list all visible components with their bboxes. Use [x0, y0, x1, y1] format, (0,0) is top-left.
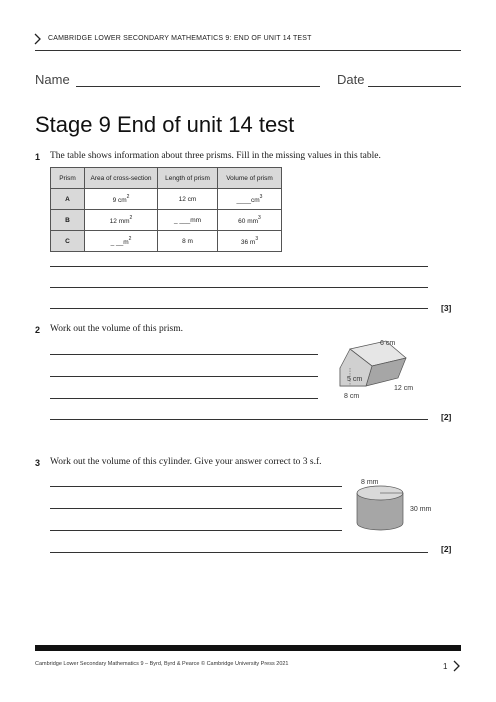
q1-answer-line[interactable] — [50, 287, 428, 288]
area-cell: 9 $cm^2$ — [85, 189, 158, 210]
q1-answer-line[interactable] — [50, 308, 428, 309]
q3-number: 3 — [35, 458, 41, 468]
page-title: Stage 9 End of unit 14 test — [35, 112, 295, 137]
q1-text: The table shows information about three prisms. Fill in the missing values in this table. — [50, 151, 381, 161]
q1-answer-line[interactable] — [50, 266, 428, 267]
table-row — [51, 189, 282, 210]
date-label: Date — [337, 72, 365, 87]
q2-answer-line[interactable] — [50, 419, 428, 420]
prism-length-label: 12 cm — [394, 385, 414, 392]
q2-answer-line[interactable] — [50, 398, 318, 399]
table-header-cell: Prism — [51, 168, 85, 189]
table-row — [51, 231, 282, 252]
header-divider — [35, 50, 461, 51]
prism-name-cell: A — [51, 189, 85, 210]
table-header-row — [51, 168, 282, 189]
prism-name-cell: C — [51, 231, 85, 252]
area-cell[interactable]: _ $\_\_m^2$ — [85, 231, 158, 252]
cylinder-radius-label: 8 mm — [361, 479, 379, 486]
prism-bottom-label: 8 cm — [344, 393, 360, 400]
volume-cell: 60 $mm^3$ — [218, 210, 282, 231]
q2-text: Work out the volume of this prism. — [50, 324, 184, 334]
area-cell: 12 $mm^2$ — [85, 210, 158, 231]
trapezoidal-prism-figure — [330, 336, 420, 402]
q2-answer-line[interactable] — [50, 354, 318, 355]
cylinder-figure — [352, 475, 442, 535]
prism-top-label: 6 cm — [380, 340, 396, 347]
prism-table — [50, 167, 282, 252]
table-header-cell: Area of cross-section — [85, 168, 158, 189]
header-title: CAMBRIDGE LOWER SECONDARY MATHEMATICS 9: END OF UNIT 14 TEST — [48, 35, 312, 42]
footer-text: Cambridge Lower Secondary Mathematics 9 – Byrd, Byrd & Pearce © Cambridge University Press 2021 — [35, 661, 289, 667]
footer-bar — [35, 645, 461, 651]
q2-answer-line[interactable] — [50, 376, 318, 377]
name-line — [76, 86, 320, 87]
date-line — [368, 86, 461, 87]
header-chevron-icon — [34, 33, 42, 45]
volume-cell: 36 $m^3$ — [218, 231, 282, 252]
next-page-chevron-icon — [453, 660, 461, 672]
table-header-cell: Length of prism — [158, 168, 218, 189]
q1-number: 1 — [35, 152, 41, 162]
length-cell: 12 cm — [158, 189, 218, 210]
q3-text: Work out the volume of this cylinder. Give your answer correct to 3 s.f. — [50, 457, 322, 467]
volume-cell[interactable]: $\_\_\_\_cm^3$ — [218, 189, 282, 210]
q1-marks: [3] — [441, 303, 452, 313]
q2-marks: [2] — [441, 412, 452, 422]
prism-name-cell: B — [51, 210, 85, 231]
q3-answer-line[interactable] — [50, 508, 342, 509]
cylinder-height-label: 30 mm — [410, 506, 432, 513]
prism-height-label: 5 cm — [347, 376, 363, 383]
q3-answer-line[interactable] — [50, 552, 428, 553]
length-cell[interactable]: _ ___mm — [158, 210, 218, 231]
q2-number: 2 — [35, 325, 41, 335]
page-number: 1 — [443, 662, 448, 671]
q3-answer-line[interactable] — [50, 486, 342, 487]
table-row — [51, 210, 282, 231]
q3-marks: [2] — [441, 544, 452, 554]
name-label: Name — [35, 72, 70, 87]
q3-answer-line[interactable] — [50, 530, 342, 531]
length-cell: 8 m — [158, 231, 218, 252]
table-header-cell: Volume of prism — [218, 168, 282, 189]
